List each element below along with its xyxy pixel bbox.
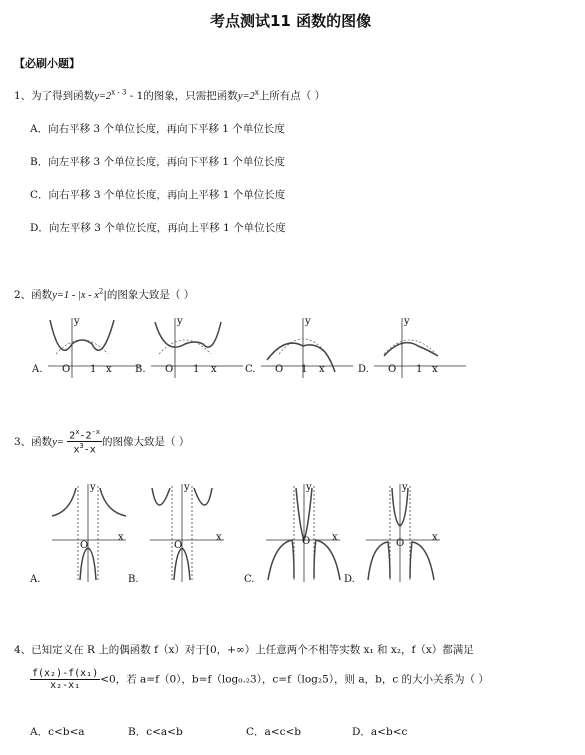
q4-frac-den: x₂-x₁ <box>50 680 81 691</box>
q2-a-o: O <box>62 364 71 375</box>
q2-b-o: O <box>165 364 174 375</box>
q1-option-d[interactable]: D．向左平移 3 个单位长度，再向上平移 1 个单位长度 <box>30 222 286 234</box>
q1-func1-exp: x - 3 <box>111 88 127 97</box>
q2-c-o: O <box>275 364 284 375</box>
q2-stem-pre: 2、函数 <box>14 289 53 301</box>
q2-graph-a[interactable] <box>32 316 150 380</box>
q3-c-y: y <box>306 482 312 493</box>
q2-label-a: A. <box>32 364 43 375</box>
q3-label-d: D. <box>344 574 355 585</box>
q3-func-y: y= <box>52 436 64 448</box>
q3-graph-d-plot <box>344 482 444 586</box>
q3-stem-pre: 3、函数 <box>14 435 53 448</box>
q2-stem-post: 的图象大致是（ ） <box>106 289 195 301</box>
q3-label-c: C. <box>244 574 255 585</box>
q3-graph-a-plot <box>30 482 130 586</box>
q2-graph-c[interactable] <box>245 316 363 380</box>
q3-numerator: $2^x-2^{-x}$ <box>69 428 101 442</box>
q2-b-one: 1 <box>193 364 200 375</box>
section-heading: 【必刷小题】 <box>14 57 80 70</box>
q2-label-b: B. <box>135 364 146 375</box>
q2-b-x: x <box>211 364 217 375</box>
q2-a-one: 1 <box>90 364 97 375</box>
q3-b-y: y <box>184 482 190 493</box>
q3-a-o: O <box>80 540 89 551</box>
q3-label-a: A. <box>30 574 41 585</box>
q2-d-x: x <box>432 364 438 375</box>
q3-b-x: x <box>216 532 222 543</box>
q2-a-x: x <box>106 364 112 375</box>
q3-d-x: x <box>432 532 438 543</box>
q1-func2-exp: x <box>254 88 259 97</box>
q2-func-tail: | <box>103 289 107 301</box>
question-2-stem <box>14 287 194 302</box>
q3-graph-d[interactable] <box>344 482 444 586</box>
q1-func2: y=2 <box>237 91 255 102</box>
q1-func1-tail: - 1 <box>126 90 144 102</box>
q4-line2: <0，若 a=f（0），b=f（log₀.₂3），c=f（log₂5），则 a，b，c 的大小关系为（ ） <box>100 673 489 686</box>
q3-b-o: O <box>174 540 183 551</box>
q3-label-b: B. <box>128 574 139 585</box>
q3-d-y: y <box>402 482 408 493</box>
q1-option-c[interactable]: C．向右平移 3 个单位长度，再向上平移 1 个单位长度 <box>30 189 286 201</box>
q2-label-c: C. <box>245 364 256 375</box>
q1-option-b[interactable]: B．向左平移 3 个单位长度，再向下平移 1 个单位长度 <box>30 156 285 168</box>
q4-option-d[interactable]: D．a<b<c <box>352 726 408 738</box>
question-4-stem: 4、已知定义在 R 上的偶函数 f（x）对于[0，+∞）上任意两个不相等实数 x₁ 和 x₂，f（x）都满足 <box>14 644 474 656</box>
q2-b-y: y <box>177 316 183 327</box>
q4-frac-num: f(x₂)-f(x₁) <box>32 668 99 679</box>
q2-c-x: x <box>319 364 325 375</box>
q3-stem-post: 的图像大致是（ ） <box>102 435 190 448</box>
q3-fraction <box>67 428 102 456</box>
q2-graph-b[interactable] <box>135 316 256 380</box>
q2-d-y: y <box>404 316 410 327</box>
q3-graph-b-plot <box>128 482 228 586</box>
q2-a-y: y <box>74 316 80 327</box>
q3-graph-b[interactable] <box>128 482 228 586</box>
q4-fraction <box>30 668 100 691</box>
q3-graph-a[interactable] <box>30 482 130 586</box>
q2-d-one: 1 <box>416 364 423 375</box>
q1-func1: y=2 <box>94 91 112 102</box>
q4-option-a[interactable]: A．c<b<a <box>30 726 85 738</box>
q1-stem-mid: 的图象，只需把函数 <box>143 90 238 102</box>
q3-graph-c[interactable] <box>244 482 344 586</box>
q3-c-x: x <box>332 532 338 543</box>
question-4-condition <box>30 668 489 691</box>
q3-a-x: x <box>118 532 124 543</box>
q4-option-b[interactable]: B．c<a<b <box>128 726 183 738</box>
q2-func-exp: 2 <box>98 287 104 296</box>
q1-option-a[interactable]: A．向右平移 3 个单位长度，再向下平移 1 个单位长度 <box>30 123 285 135</box>
q3-denominator: $x^3-x$ <box>73 442 96 456</box>
question-3-stem <box>14 428 189 456</box>
q3-c-o: O <box>302 536 311 547</box>
page-title: 考点测试11 函数的图像 <box>210 12 372 30</box>
q1-stem-post: 上所有点（ ） <box>258 90 326 102</box>
q2-func: y=1 - |x - x <box>52 290 99 301</box>
q2-c-one: 1 <box>301 364 308 375</box>
q2-label-d: D. <box>358 364 369 375</box>
q2-c-y: y <box>305 316 311 327</box>
q3-a-y: y <box>90 482 96 493</box>
q1-stem-pre: 1、为了得到函数 <box>14 90 95 102</box>
q3-graph-c-plot <box>244 482 344 586</box>
q2-graph-d[interactable] <box>358 316 476 380</box>
q4-option-c[interactable]: C．a<c<b <box>246 726 301 738</box>
q3-d-o: O <box>396 538 405 549</box>
question-1-stem <box>14 88 325 103</box>
q2-d-o: O <box>388 364 397 375</box>
